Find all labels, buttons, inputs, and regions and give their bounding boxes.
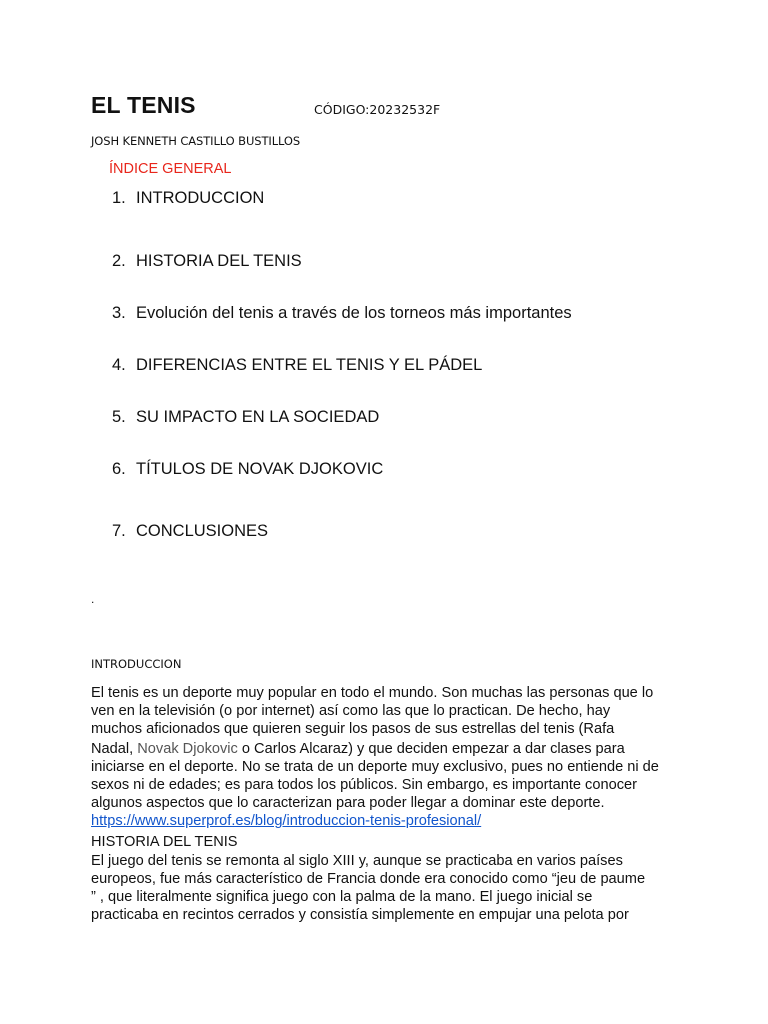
toc-item-label: INTRODUCCION	[136, 189, 265, 207]
toc-item-number: 3.	[112, 304, 126, 322]
toc-item-conclusiones	[112, 522, 268, 541]
toc-item-diferencias	[112, 356, 482, 375]
line-text: o Carlos Alcaraz) y que deciden empezar a dar clases para	[237, 741, 625, 757]
player-name: Novak Djokovic	[137, 741, 238, 757]
paragraph-line: iniciarse en el deporte. No se trata de un deporte muy exclusivo, pues no entiende ni de	[91, 759, 659, 775]
toc-item-number: 5.	[112, 408, 126, 426]
history-paragraph	[91, 852, 691, 924]
introduction-heading: INTRODUCCION	[91, 657, 182, 671]
toc-item-label: HISTORIA DEL TENIS	[136, 252, 302, 270]
toc-item-titulos	[112, 460, 383, 479]
document-title: EL TENIS	[91, 92, 196, 118]
paragraph-line	[91, 740, 691, 758]
toc-item-number: 6.	[112, 460, 126, 478]
introduction-paragraph	[91, 684, 691, 830]
line-text: Nadal,	[91, 741, 138, 757]
toc-item-historia	[112, 252, 302, 271]
paragraph-line: muchos aficionados que quieren seguir los pasos de sus estrellas del tenis (Rafa	[91, 721, 615, 737]
paragraph-line: practicaba en recintos cerrados y consistía simplemente en empujar una pelota por	[91, 907, 629, 923]
paragraph-line: ” , que literalmente significa juego con la palma de la mano. El juego inicial se	[91, 889, 593, 905]
author-name: JOSH KENNETH CASTILLO BUSTILLOS	[91, 134, 301, 148]
toc-item-impacto	[112, 408, 379, 427]
paragraph-line: El tenis es un deporte muy popular en todo el mundo. Son muchas las personas que lo	[91, 685, 654, 701]
source-link[interactable]: https://www.superprof.es/blog/introduccion-tenis-profesional/	[91, 813, 482, 829]
toc-item-number: 7.	[112, 522, 126, 540]
toc-item-label: DIFERENCIAS ENTRE EL TENIS Y EL PÁDEL	[136, 356, 483, 374]
toc-item-number: 1.	[112, 189, 126, 207]
paragraph-line: algunos aspectos que lo caracterizan para poder llegar a dominar este deporte.	[91, 795, 605, 811]
toc-item-label: Evolución del tenis a través de los torneos más importantes	[136, 304, 572, 322]
separator-dot: .	[91, 592, 95, 606]
paragraph-line: El juego del tenis se remonta al siglo XIII y, aunque se practicaba en varios países	[91, 853, 623, 869]
paragraph-line: sexos ni de edades; es para todos los públicos. Sin embargo, es importante conocer	[91, 777, 637, 793]
paragraph-line: ven en la televisión (o por internet) así como las que lo practican. De hecho, hay	[91, 703, 611, 719]
toc-item-evolucion	[112, 304, 572, 323]
index-heading: ÍNDICE GENERAL	[109, 161, 232, 177]
toc-item-number: 4.	[112, 356, 126, 374]
toc-item-introduccion	[112, 189, 264, 208]
paragraph-line: europeos, fue más característico de Francia donde era conocido como “jeu de paume	[91, 871, 646, 887]
toc-item-label: SU IMPACTO EN LA SOCIEDAD	[136, 408, 380, 426]
history-heading: HISTORIA DEL TENIS	[91, 834, 238, 850]
toc-item-label: CONCLUSIONES	[136, 522, 269, 540]
toc-item-label: TÍTULOS DE NOVAK DJOKOVIC	[136, 460, 384, 478]
student-code: CÓDIGO:20232532F	[314, 102, 441, 117]
toc-item-number: 2.	[112, 252, 126, 270]
